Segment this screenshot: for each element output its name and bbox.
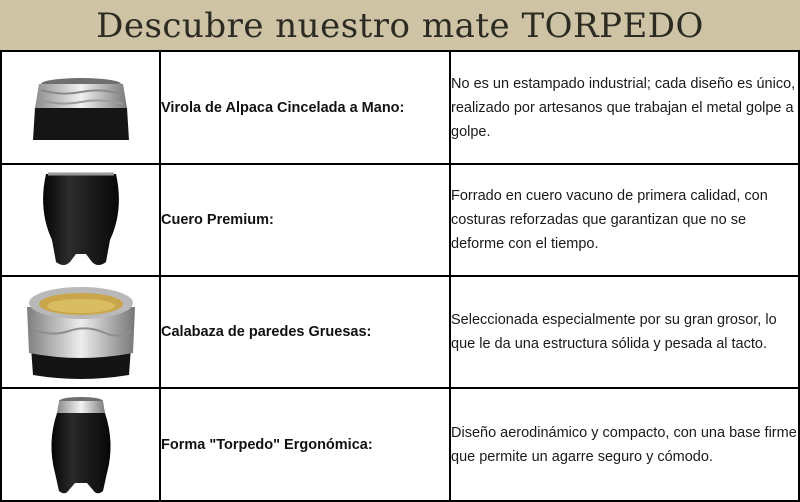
feature-name: Virola de Alpaca Cincelada a Mano: [160,51,450,164]
image-cell [1,276,160,388]
image-cell [1,164,160,276]
table-row [1,388,799,501]
table-row [1,164,799,276]
feature-name: Forma "Torpedo" Ergonómica: [160,388,450,501]
open-mate-gourd-interior-icon [21,283,141,381]
feature-description: No es un estampado industrial; cada diseño es único, realizado por artesanos que trabajan el metal golpe a golpe. [450,51,799,164]
silver-rim-mate-closeup-icon [21,74,141,142]
feature-name: Calabaza de paredes Gruesas: [160,276,450,388]
feature-description: Diseño aerodinámico y compacto, con una base firme que permite un agarre seguro y cómodo. [450,388,799,501]
feature-description: Forrado en cuero vacuno de primera calidad, con costuras reforzadas que garantizan que no se deforme con el tiempo. [450,164,799,276]
feature-name: Cuero Premium: [160,164,450,276]
table-row [1,276,799,388]
title-banner [0,0,800,50]
torpedo-mate-full-icon [41,393,121,497]
image-cell [1,388,160,501]
page-title: Descubre nuestro mate TORPEDO [96,6,704,46]
feature-description: Seleccionada especialmente por su gran grosor, lo que le da una estructura sólida y pesada al tacto. [450,276,799,388]
image-cell [1,51,160,164]
table-row [1,51,799,164]
features-table [0,50,800,502]
leather-mate-base-icon [36,170,126,270]
